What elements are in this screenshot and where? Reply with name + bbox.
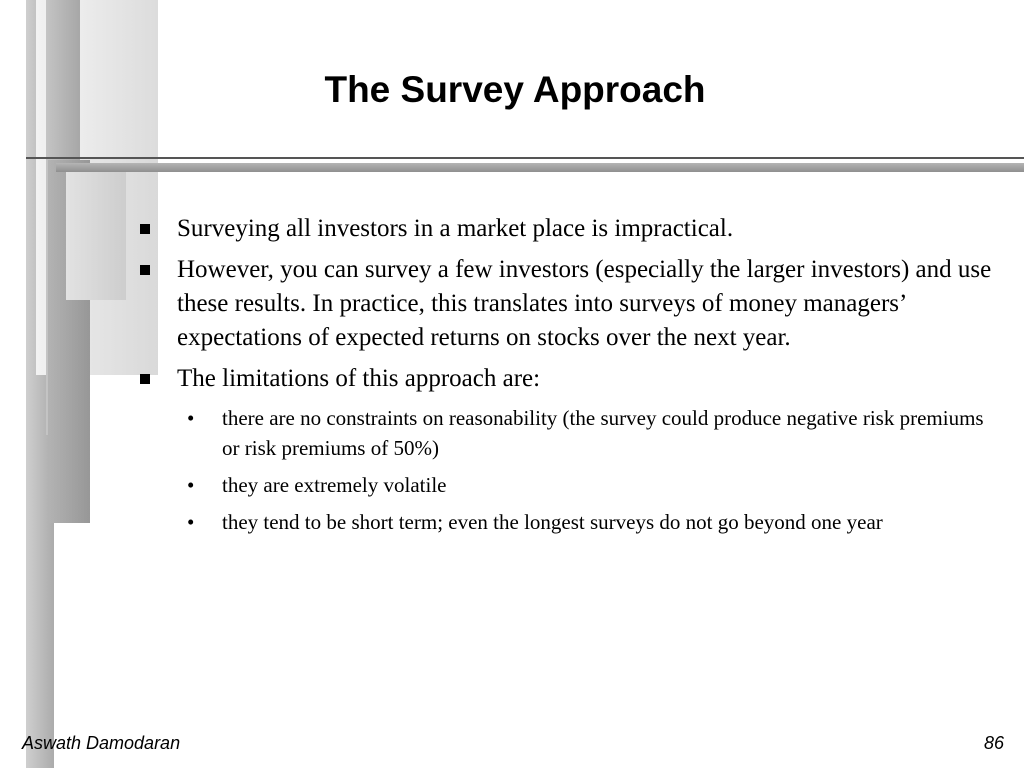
- sub-bullet-item: [138, 507, 998, 537]
- square-bullet-icon: [140, 265, 150, 275]
- dot-bullet-icon: •: [187, 406, 195, 430]
- decorative-bar: [66, 172, 126, 300]
- square-bullet-icon: [140, 224, 150, 234]
- sub-bullet-item: [138, 470, 998, 500]
- sub-bullet-text: there are no constraints on reasonability (the survey could produce negative risk premiums or risk premiums of 50%): [222, 406, 984, 460]
- bullet-text: However, you can survey a few investors (especially the larger investors) and use these results. In practice, this translates into surveys of money managers’ expectations of expected returns on stocks over the next year.: [177, 256, 992, 351]
- title-divider-shadow: [56, 163, 1024, 172]
- title-divider: [26, 157, 1024, 159]
- bullet-item: [138, 212, 998, 246]
- footer-author: Aswath Damodaran: [22, 733, 181, 753]
- sub-bullet-text: they tend to be short term; even the longest surveys do not go beyond one year: [222, 510, 883, 534]
- dot-bullet-icon: •: [187, 473, 195, 497]
- bullet-item: [138, 253, 998, 355]
- bullet-text: Surveying all investors in a market place is impractical.: [177, 215, 734, 242]
- dot-bullet-icon: •: [187, 510, 195, 534]
- sub-bullet-item: [138, 403, 998, 463]
- square-bullet-icon: [140, 374, 150, 384]
- slide-title: The Survey Approach: [324, 69, 706, 110]
- slide-body: [138, 212, 998, 544]
- bullet-text: The limitations of this approach are:: [177, 365, 541, 392]
- bullet-item: [138, 362, 998, 396]
- sub-bullet-text: they are extremely volatile: [222, 473, 447, 497]
- footer-page-number: 86: [983, 733, 1004, 753]
- decorative-bar: [80, 0, 158, 158]
